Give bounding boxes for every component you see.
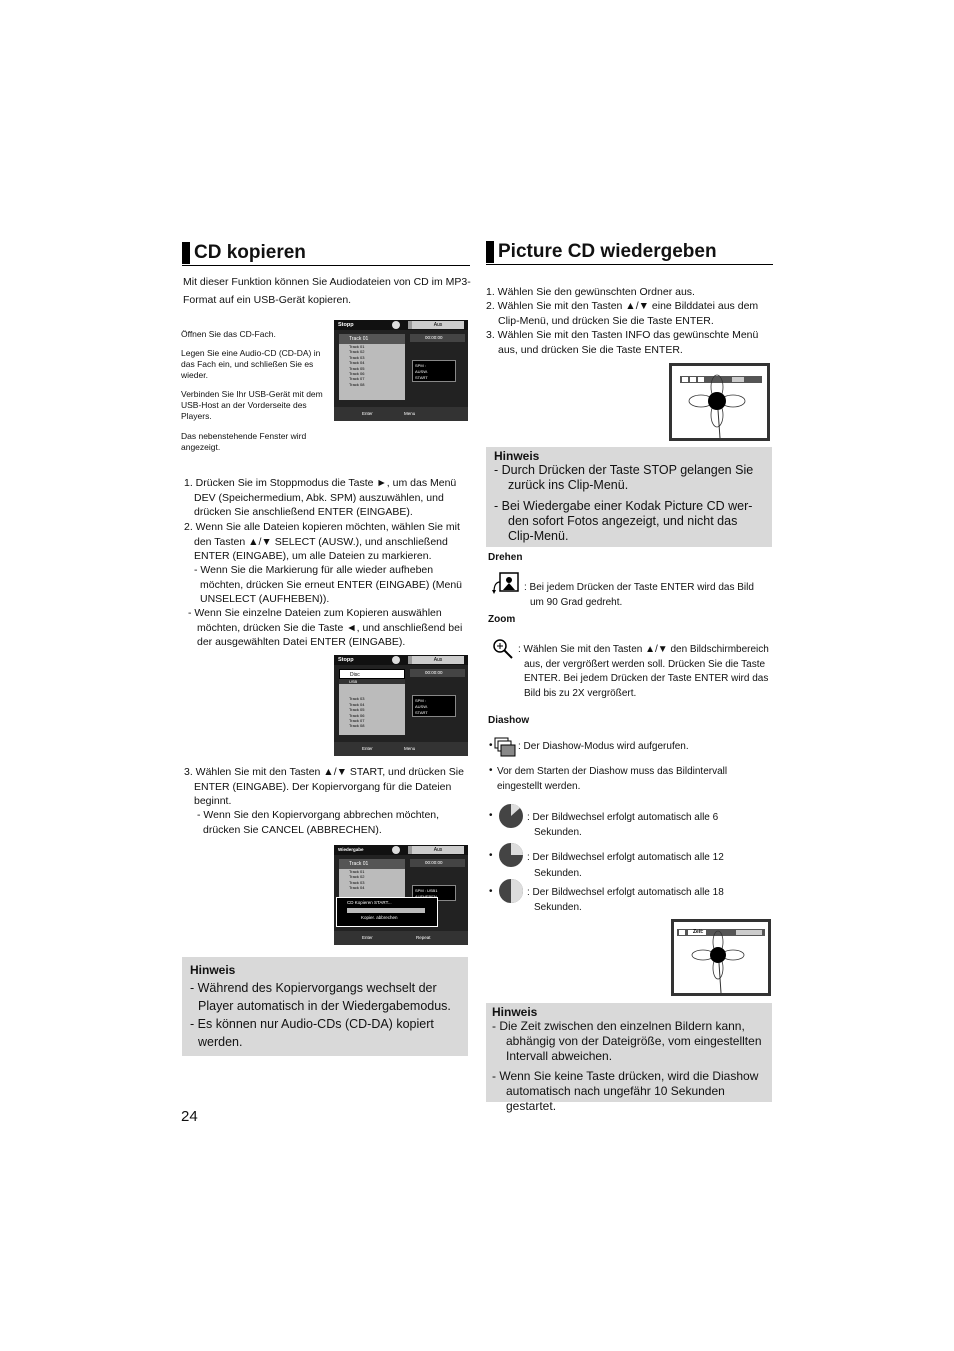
osd-repeat: Repeat: [416, 935, 431, 940]
hint-line-1: - Während des Kopiervorgangs wechselt der Player automatisch in der Wiedergabemodus.: [190, 981, 451, 1013]
list-item: [339, 684, 405, 696]
hint-box-left: [182, 957, 468, 1056]
hint-line-2: - Es können nur Audio-CDs (CD-DA) kopiert werden.: [190, 1017, 434, 1049]
osd-right-panel: [410, 334, 465, 400]
disc-icon: [392, 846, 400, 854]
osd-track-list: [339, 334, 405, 400]
osd-status: Stopp: [338, 657, 354, 663]
osd-menu: Menu: [404, 411, 416, 416]
diashow-text: : Der Diashow-Modus wird aufgerufen.: [518, 741, 689, 752]
osd-aus: Aus: [412, 846, 464, 854]
osd-status: Wiedergabe: [338, 847, 364, 852]
page-number: 24: [181, 1108, 198, 1125]
photo-preview-1: [669, 363, 770, 441]
hint-line-1: - Die Zeit zwischen den einzelnen Bildern kann, abhängig von der Dateigröße, vom eingestellten Intervall abweichen.: [492, 1019, 762, 1063]
bullet: •: [489, 740, 493, 751]
osd-right-panel: [410, 669, 465, 735]
step-2a: - Wenn Sie die Markierung für alle wieder aufheben möchten, drücken Sie erneut ENTER (EINGABE) (Menü UNSELECT (AUFHEBEN)).: [194, 564, 463, 605]
osd-list-header: Track 01: [339, 334, 405, 344]
list-item: Track 05: [349, 707, 365, 713]
osd-time: 00:00:00: [410, 669, 465, 677]
interval-12-text: : Der Bildwechsel erfolgt automatisch alle 12 Sekunden.: [527, 852, 724, 879]
flower-image: [674, 922, 768, 993]
list-item: Track 03: [349, 354, 365, 360]
title-text: Picture CD wiedergeben: [498, 241, 717, 262]
hint-box-right-2: [486, 1003, 772, 1113]
list-item: Track 01: [349, 869, 365, 874]
drehen-text: : Bei jedem Drücken der Taste ENTER wird das Bild um 90 Grad gedreht.: [524, 582, 754, 608]
osd-box-line: SPM : USB1: [415, 888, 438, 893]
osd-box-line: SPM :: [415, 698, 426, 703]
section-title-picture-cd: [486, 241, 773, 265]
step-2b: - Wenn Sie einzelne Dateien zum Kopieren auswählen möchten, drücken Sie die Taste ◄, und anschließend bei der ausgewählten Datei ENTER (EINGABE).: [188, 607, 463, 648]
title-text: CD kopieren: [194, 242, 306, 263]
list-item: Track 04: [349, 360, 365, 366]
osd-box-line: START: [415, 710, 428, 715]
flower-image: [672, 366, 767, 438]
list-item: Track 02: [349, 349, 365, 355]
osd-screen-3: [334, 845, 468, 945]
step-3a: - Wenn Sie den Kopiervorgang abbrechen möchten, drücken Sie CANCEL (ABBRECHEN).: [197, 809, 440, 836]
rotate-icon: [491, 572, 521, 596]
osd-status: Stopp: [338, 322, 354, 328]
osd-topbar: [334, 845, 468, 855]
list-item: Track 07: [349, 717, 365, 723]
timer-18-icon: [498, 878, 524, 904]
step-1: 1. Drücken Sie im Stoppmodus die Taste ►, um das Menü DEV (Speichermedium, Abk. SPM) auszuwählen, und drücken Sie anschließend ENTER (EINGABE).: [184, 477, 457, 518]
copy-cancel: Kopier. abbrechen: [361, 915, 398, 920]
osd-screen-2: [334, 655, 468, 756]
copy-progress: [347, 908, 425, 913]
osd-box: [412, 695, 456, 717]
step-3: 3. Wählen Sie mit den Tasten ▲/▼ START, und drücken Sie ENTER (EINGABE). Der Kopiervorgang für die Dateien beginnt.: [184, 766, 464, 807]
bullet: •: [489, 810, 493, 821]
osd-time: 00:00:00: [410, 859, 465, 867]
osd-list-header: Track 01: [339, 859, 405, 869]
drehen-heading: Drehen: [488, 552, 523, 563]
osd-menu: Menu: [404, 746, 416, 751]
disc-icon: [392, 321, 400, 329]
hint-title: Hinweis: [492, 1005, 538, 1019]
osd-time: 00:00:00: [410, 334, 465, 342]
title-bar: [486, 241, 494, 263]
pc-step-1: 1. Wählen Sie den gewünschten Ordner aus.: [486, 286, 695, 298]
osd-track-list: [339, 669, 405, 735]
copy-status: CD Kopieren START...: [347, 900, 392, 905]
zoom-heading: Zoom: [488, 614, 516, 625]
bullet: •: [489, 765, 493, 776]
photo-preview-2: [671, 919, 771, 996]
osd-topbar: [334, 320, 468, 330]
list-item: Track 01: [349, 344, 365, 349]
osd-bottom-bar: [334, 742, 468, 756]
list-item: Track 05: [349, 365, 365, 371]
bullet: •: [489, 850, 493, 861]
disc-icon: [392, 656, 400, 664]
osd-screen-1: [334, 320, 468, 421]
side-step-1: Öffnen Sie das CD-Fach.: [181, 329, 276, 339]
hint-line-1: - Durch Drücken der Taste STOP gelangen Sie zurück ins Clip-Menü.: [494, 463, 754, 492]
list-item: Track 02: [349, 874, 365, 880]
interval-6-text: : Der Bildwechsel erfolgt automatisch alle 6 Sekunden.: [527, 812, 719, 838]
hint-title: Hinweis: [494, 449, 540, 463]
interval-18-text: : Der Bildwechsel erfolgt automatisch alle 18 Sekunden.: [527, 887, 724, 913]
pc-step-2: 2. Wählen Sie mit den Tasten ▲/▼ eine Bilddatei aus dem Clip-Menü, und drücken Sie die Taste ENTER.: [486, 300, 759, 327]
list-item: Track 08: [349, 381, 365, 387]
slideshow-icon: [494, 737, 516, 757]
side-step-3: Verbinden Sie Ihr USB-Gerät mit dem USB-Host an der Vorderseite des Players.: [181, 389, 323, 421]
list-item: Track 08: [349, 723, 365, 729]
osd-topbar: [334, 655, 468, 665]
zoom-icon: [492, 638, 514, 660]
list-item: Track 04: [349, 701, 365, 707]
osd-box-line: SPM :: [415, 363, 426, 368]
pc-step-3: 3. Wählen Sie mit den Tasten INFO das gewünschte Menü aus, und drücken Sie die Taste ENTER.: [486, 329, 759, 356]
section-title-cd-kopieren: [182, 242, 470, 266]
hint-line-2: - Wenn Sie keine Taste drücken, wird die Diashow automatisch nach ungefähr 10 Sekunden gestartet.: [492, 1069, 759, 1113]
osd-box-line: AUSW.: [415, 369, 428, 374]
side-step-4: Das nebenstehende Fenster wird angezeigt.: [181, 431, 307, 452]
hint-line-2: - Bei Wiedergabe einer Kodak Picture CD wer-den sofort Fotos angezeigt, und nicht das Clip-Menü.: [494, 499, 753, 543]
osd-box-line: START: [415, 375, 428, 380]
bullet: •: [489, 886, 493, 897]
osd-aus: Aus: [412, 656, 464, 664]
hint-title: Hinweis: [190, 963, 236, 977]
copy-dialog: [336, 897, 438, 927]
list-item: Track 07: [349, 376, 365, 382]
list-item: Track 03: [349, 696, 365, 702]
list-item: Track 06: [349, 370, 365, 376]
side-step-2: Legen Sie eine Audio-CD (CD-DA) in das Fach ein, und schließen Sie es wieder.: [181, 348, 321, 380]
osd-enter: Enter: [362, 411, 373, 416]
list-item: Track 04: [349, 885, 365, 891]
list-item: Track 06: [349, 712, 365, 718]
intro-text: Mit dieser Funktion können Sie Audiodateien von CD im MP3-Format auf ein USB-Gerät kopieren.: [183, 276, 471, 306]
osd-usb: USB: [339, 679, 405, 684]
list-item: Track 03: [349, 879, 365, 885]
osd-enter: Enter: [362, 935, 373, 940]
osd-box: [412, 360, 456, 382]
hint-box-right-1: [486, 447, 772, 547]
osd-aus: Aus: [412, 321, 464, 329]
zoom-text: : Wählen Sie mit den Tasten ▲/▼ den Bildschirmbereich aus, der vergrößert werden soll. Drücken Sie die Taste ENTER. Bei jedem Drücken der Taste ENTER wird das Bild bis zu 2X vergrößert.: [518, 644, 769, 699]
osd-list-header: Disc: [339, 669, 405, 679]
zeit-label: Zeit:: [693, 929, 704, 935]
osd-box-line: AUSW.: [415, 704, 428, 709]
diashow-note: Vor dem Starten der Diashow muss das Bildintervall eingestellt werden.: [497, 766, 728, 792]
osd-enter: Enter: [362, 746, 373, 751]
timer-6-icon: [498, 803, 524, 829]
timer-12-icon: [498, 842, 524, 868]
diashow-heading: Diashow: [488, 715, 530, 726]
osd-bottom-bar: [334, 407, 468, 421]
title-bar: [182, 242, 190, 264]
osd-bottom-bar: [334, 931, 468, 945]
step-2: 2. Wenn Sie alle Dateien kopieren möchten, wählen Sie mit den Tasten ▲/▼ SELECT (AUSW.), und anschließend ENTER (EINGABE), um alle Dateien zu markieren.: [184, 521, 460, 562]
